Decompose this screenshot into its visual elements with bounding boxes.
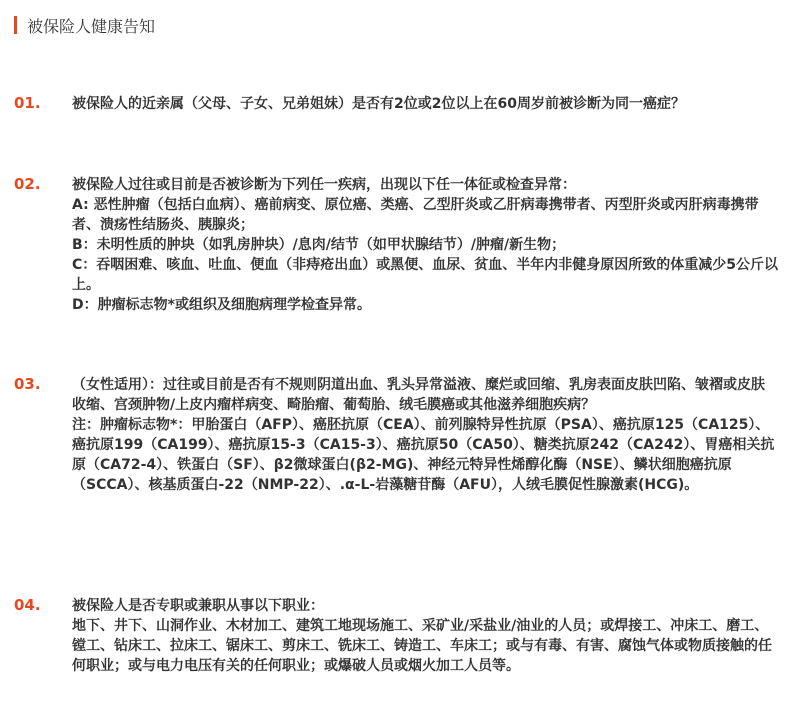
question-text: 被保险人是否专职或兼职从事以下职业： (72, 598, 324, 614)
question-text: （女性适用）：过往或目前是否有不规则阴道出血、乳头异常溢液、糜烂或回缩、乳房表面皮肤凹陷、皱褶或皮肤收缩、宫颈肿物/上皮内瘤样病变、畸胎瘤、葡萄胎、绒毛膜癌或其他滋养细胞疾病？ (72, 377, 765, 413)
condition-a: A: 恶性肿瘤（包括白血病）、癌前病变、原位癌、类癌、乙型肝炎或乙肝病毒携带者、丙型肝炎或丙肝病毒携带者、溃疡性结肠炎、胰腺炎； (72, 197, 759, 233)
condition-c: C：吞咽困难、咳血、吐血、便血（非痔疮出血）或黑便、血尿、贫血、半年内非健身原因所致的体重减少5公斤以上。 (72, 257, 779, 293)
question-text: 被保险人的近亲属（父母、子女、兄弟姐妹）是否有2位或2位以上在60周岁前被诊断为同一癌症？ (72, 96, 685, 112)
question-body (72, 175, 778, 315)
tumor-marker-note: 注：肿瘤标志物*：甲胎蛋白（AFP）、癌胚抗原（CEA）、前列腺特异性抗原（PSA）、癌抗原125（CA125）、癌抗原199（CA199）、癌抗原15-3（CA15-3）、癌抗原50（CA50）、糖类抗原242（CA242）、胃癌相关抗原（CA72-4）、铁蛋白（SF）、β2微球蛋白(β2-MG)、神经元特异性烯醇化酶（NSE）、鳞状细胞癌抗原（SCCA）、核基质蛋白-22（NMP-22）、.α-L-岩藻糖苷酶（AFU），人绒毛膜促性腺激素(HCG)。 (72, 417, 775, 493)
occupation-list: 地下、井下、山洞作业、木材加工、建筑工地现场施工、采矿业/采盐业/油业的人员；或焊接工、冲床工、磨工、镗工、钻床工、拉床工、锯床工、剪床工、铣床工、铸造工、车床工；或与有毒、有害、腐蚀气体或物质接触的任何职业；或与电力电压有关的任何职业；或爆破人员或烟火加工人员等。 (72, 618, 772, 674)
question-number: 02. (14, 175, 41, 193)
question-number: 01. (14, 94, 41, 112)
condition-b: B：未明性质的肿块（如乳房肿块）/息肉/结节（如甲状腺结节）/肿瘤/新生物； (72, 237, 566, 253)
question-text: 被保险人过往或目前是否被诊断为下列任一疾病，出现以下任一体征或检查异常： (72, 177, 576, 193)
question-body (72, 375, 778, 495)
section-title: 被保险人健康告知 (27, 16, 156, 36)
question-number: 04. (14, 596, 41, 614)
question-body (72, 596, 778, 676)
section-header (14, 14, 155, 36)
question-number: 03. (14, 375, 41, 393)
condition-d: D：肿瘤标志物*或组织及细胞病理学检查异常。 (72, 297, 371, 313)
accent-bar (14, 16, 17, 34)
question-body (72, 94, 778, 114)
